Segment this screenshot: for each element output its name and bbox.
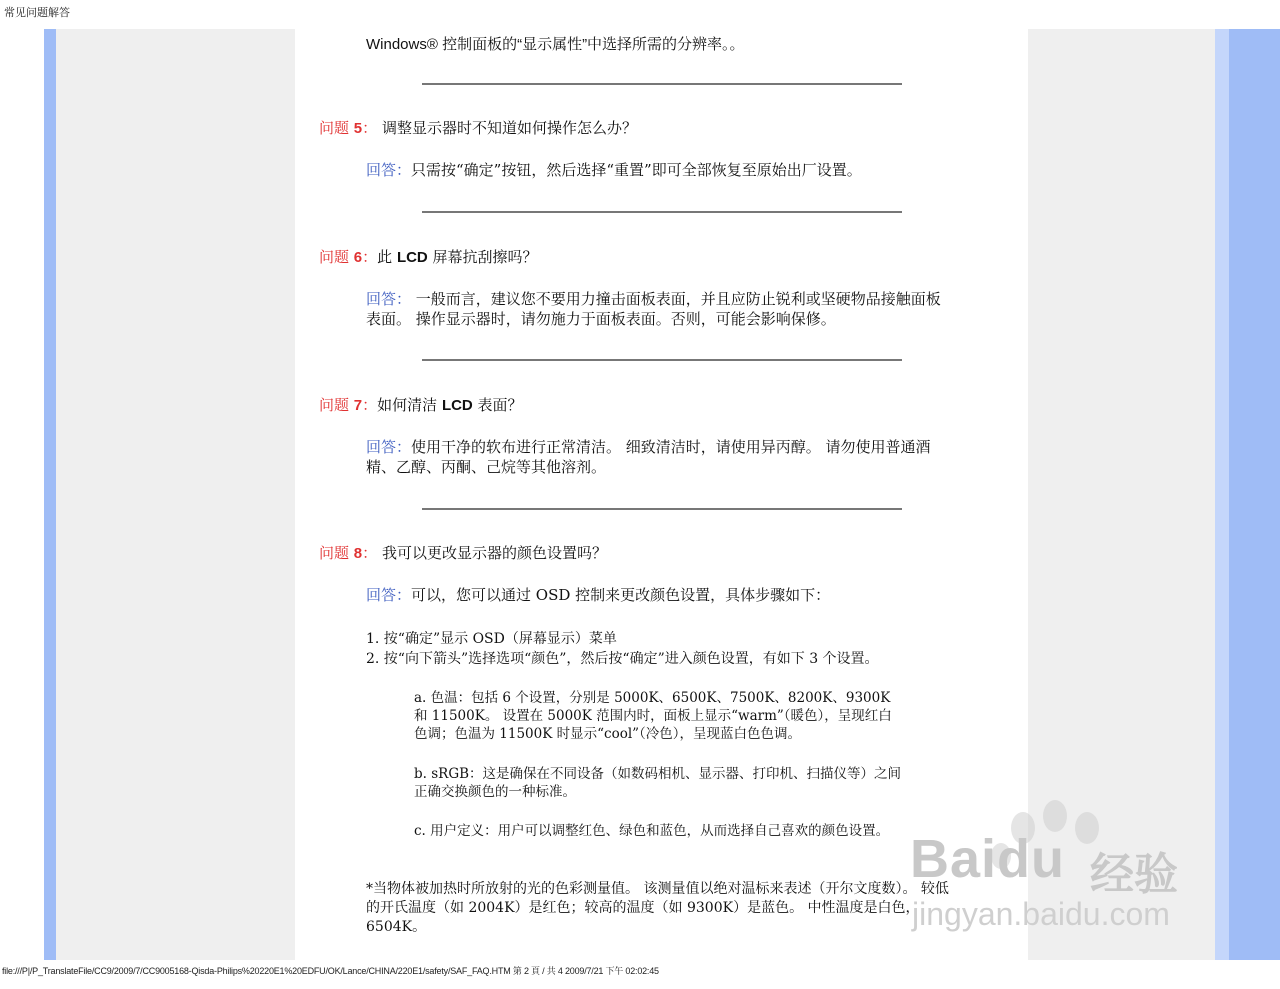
question-8 xyxy=(319,542,607,563)
answer-7 xyxy=(366,437,956,477)
answer-label: 回答： xyxy=(366,586,412,604)
divider xyxy=(422,211,902,213)
intro-line: Windows® 控制面板的“显示属性”中选择所需的分辨率。。 xyxy=(366,36,745,53)
watermark-brand: Baidu xyxy=(910,829,1066,889)
divider xyxy=(422,508,902,510)
divider xyxy=(422,359,902,361)
page-header-title: 常见问题解答 xyxy=(4,6,70,19)
question-number: 5 xyxy=(353,120,363,137)
question-label: 问题 xyxy=(319,544,350,562)
answer-text: 使用干净的软布进行正常清洁。 细致清洁时，请使用异丙醇。 请勿使用普通酒精、乙醇、丙酮、己烷等其他溶剂。 xyxy=(366,438,931,476)
question-text: 调整显示器时不知道如何操作怎么办？ xyxy=(381,119,637,137)
option-color-temperature: a. 色温：包括 6 个设置，分别是 5000K、6500K、7500K、8200K、9300K 和 11500K。 设置在 5000K 范围内时，面板上显示“warm”（暖色），呈现红白色调；色温为 11500K 时显示“cool”（冷色），呈现蓝白色色调。 xyxy=(414,690,892,742)
question-text-bold: LCD xyxy=(441,397,473,414)
question-text-pre: 如何清洁 xyxy=(377,396,442,414)
question-text-pre: 此 xyxy=(377,248,397,266)
left-gray-panel xyxy=(56,29,295,960)
question-sep: ： xyxy=(362,248,378,266)
question-number: 8 xyxy=(353,545,363,562)
question-text-bold: LCD xyxy=(396,249,428,266)
question-label: 问题 xyxy=(319,396,350,414)
answer-label: 回答： xyxy=(366,290,412,308)
left-blue-bar xyxy=(44,29,56,960)
answer-6 xyxy=(366,289,951,329)
step-1: 1. 按“确定”显示 OSD（屏幕显示）菜单 xyxy=(366,631,617,647)
watermark-cn: 经验 xyxy=(1090,849,1178,900)
option-user-defined: c. 用户定义：用户可以调整红色、绿色和蓝色，从而选择自己喜欢的颜色设置。 xyxy=(414,823,890,839)
question-text: 我可以更改显示器的颜色设置吗？ xyxy=(381,544,607,562)
question-6 xyxy=(319,246,538,267)
question-number: 6 xyxy=(353,249,363,266)
answer-label: 回答： xyxy=(366,161,412,179)
question-7 xyxy=(319,394,523,415)
answer-text: 可以，您可以通过 OSD 控制来更改颜色设置，具体步骤如下： xyxy=(411,586,831,604)
question-number: 7 xyxy=(353,397,363,414)
question-sep: ： xyxy=(362,119,378,137)
answer-8 xyxy=(366,585,956,605)
question-5 xyxy=(319,117,637,138)
right-light-strip xyxy=(1215,29,1229,960)
right-blue-bar xyxy=(1229,29,1280,960)
question-label: 问题 xyxy=(319,119,350,137)
file-path-footer: file:///P|/P_TranslateFile/CC9/2009/7/CC9005168-Qisda-Philips%20220E1%20EDFU/OK/Lance/CHINA/220E1/safety/SAF_FAQ.HTM 第 2 頁 / 共 4 2009/7/21 下午 02:02:45 xyxy=(2,966,659,976)
answer-label: 回答： xyxy=(366,438,412,456)
color-temperature-note: *当物体被加热时所放射的光的色彩测量值。 该测量值以绝对温标来表述（开尔文度数）。 较低的开氏温度（如 2004K）是红色；较高的温度（如 9300K）是蓝色。 中性温度是白色，6504K。 xyxy=(366,881,949,935)
divider xyxy=(422,83,902,85)
question-text-post: 屏幕抗刮擦吗？ xyxy=(427,248,538,266)
question-sep: ： xyxy=(362,396,378,414)
question-text-post: 表面？ xyxy=(472,396,523,414)
answer-text: 只需按“确定”按钮，然后选择“重置”即可全部恢复至原始出厂设置。 xyxy=(411,161,862,179)
step-2: 2. 按“向下箭头”选择选项“颜色”，然后按“确定”进入颜色设置，有如下 3 个设置。 xyxy=(366,651,879,667)
answer-5 xyxy=(366,160,956,180)
watermark-url: jingyan.baidu.com xyxy=(912,896,1170,932)
option-srgb: b. sRGB：这是确保在不同设备（如数码相机、显示器、打印机、扫描仪等）之间正确交换颜色的一种标准。 xyxy=(414,766,902,800)
answer-text: 一般而言，建议您不要用力撞击面板表面，并且应防止锐利或坚硬物品接触面板表面。 操作显示器时，请勿施力于面板表面。否则，可能会影响保修。 xyxy=(366,290,941,328)
question-label: 问题 xyxy=(319,248,350,266)
question-sep: ： xyxy=(362,544,378,562)
